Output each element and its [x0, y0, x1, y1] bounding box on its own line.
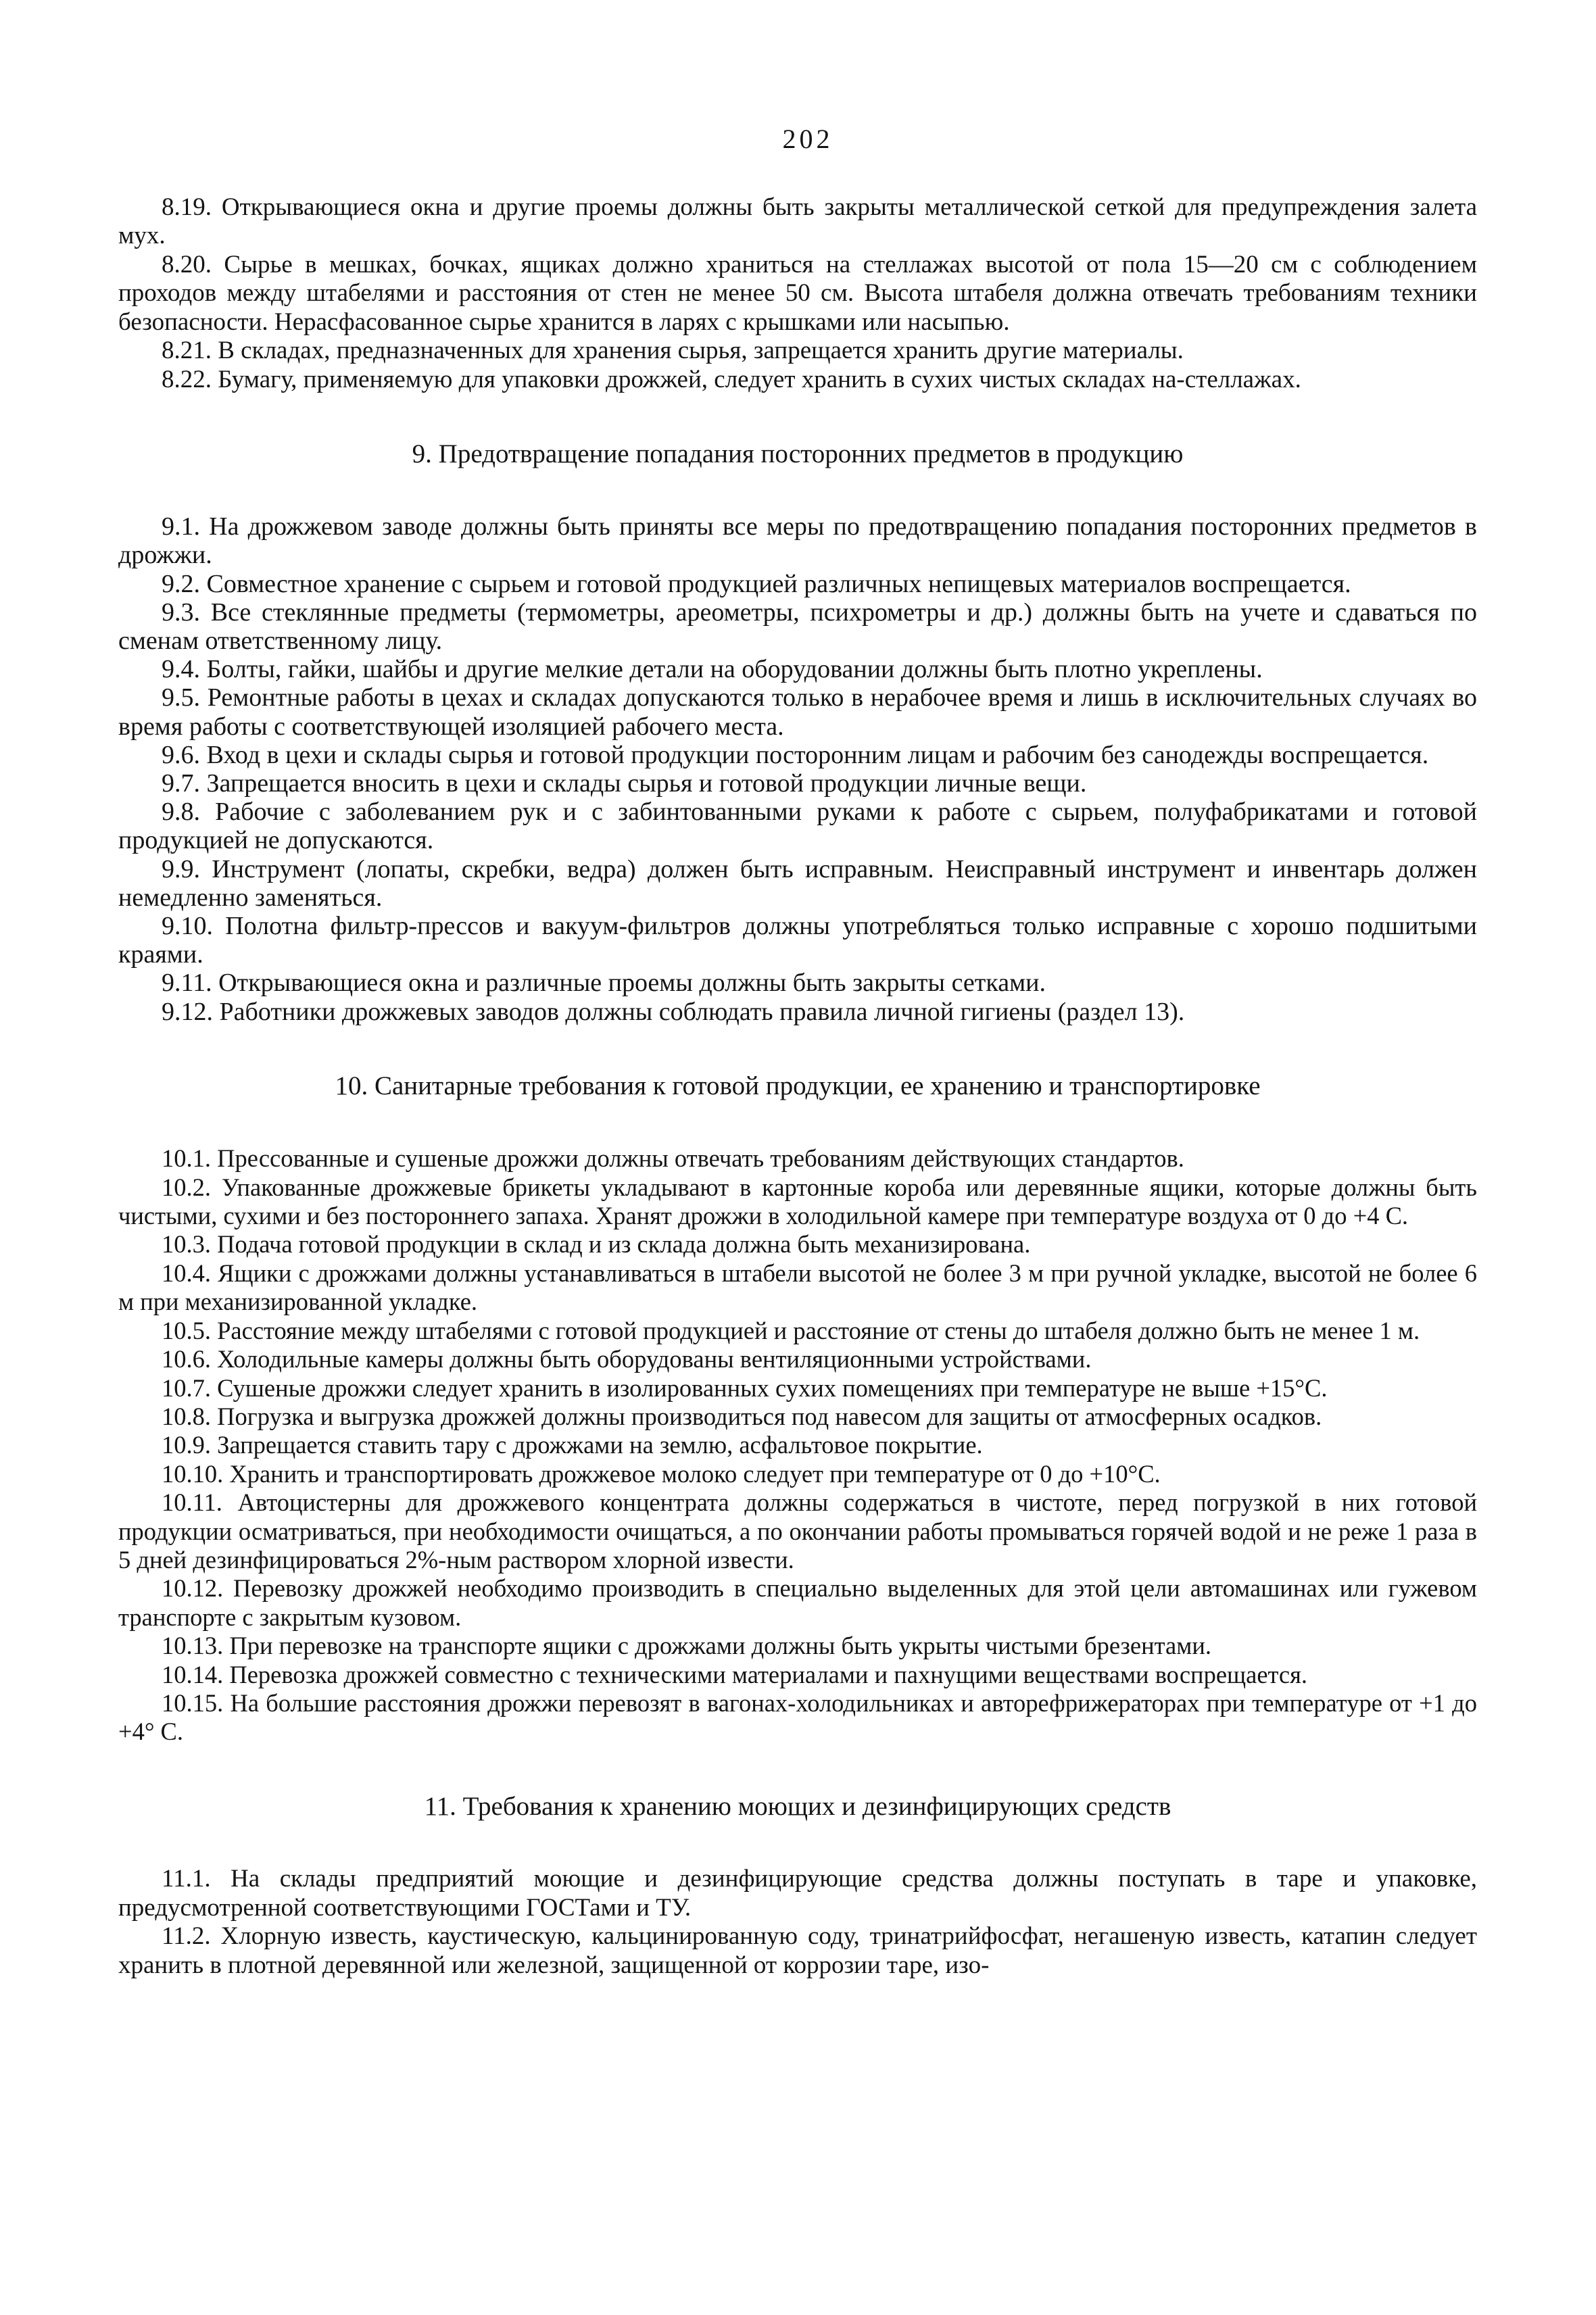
page-number: 202 [782, 124, 833, 154]
paragraph-10-10: 10.10. Хранить и транспортировать дрожжевое молоко следует при температуре от 0 до +10°С. [162, 1459, 1161, 1488]
paragraph-10-4: 10.4. Ящики с дрожжами должны устанавливаться в штабели высотой не более 3 м при ручной укладке, высотой не более 6 м при механизированной укладке. [118, 1259, 1477, 1316]
section-11-heading: 11. Требования к хранению моющих и дезинфицирующих средств [424, 1791, 1171, 1821]
paragraph-8-19: 8.19. Открывающиеся окна и другие проемы должны быть закрыты металлической сеткой для предупреждения залета мух. [118, 193, 1477, 249]
paragraph-10-13: 10.13. При перевозке на транспорте ящики с дрожжами должны быть укрыты чистыми брезентами. [162, 1632, 1212, 1660]
paragraph-9-8: 9.8. Рабочие с заболеванием рук и с забинтованными руками к работе с сырьем, полуфабрикатами и готовой продукцией не допускаются. [118, 798, 1477, 855]
section-11 [118, 1793, 1477, 1980]
paragraph-9-7: 9.7. Запрещается вносить в цехи и склады сырья и готовой продукции личные вещи. [162, 769, 1087, 798]
document-page [118, 125, 1477, 1980]
paragraph-10-1: 10.1. Прессованные и сушеные дрожжи должны отвечать требованиям действующих стандартов. [162, 1144, 1184, 1173]
paragraph-10-8: 10.8. Погрузка и выгрузка дрожжей должны производиться под навесом для защиты от атмосферных осадков. [162, 1402, 1322, 1430]
paragraph-10-14: 10.14. Перевозка дрожжей совместно с техническими материалами и пахнущими веществами воспрещается. [162, 1660, 1308, 1688]
paragraph-9-6: 9.6. Вход в цехи и склады сырья и готовой продукции посторонним лицам и рабочим без санодежды воспрещается. [162, 740, 1429, 769]
section-9-heading: 9. Предотвращение попадания посторонних предметов в продукцию [412, 439, 1184, 468]
paragraph-11-2: 11.2. Хлорную известь, каустическую, кальцинированную соду, тринатрийфосфат, негашеную известь, катапин следует хранить в плотной деревянной или железной, защищенной от коррозии таре, изо- [118, 1922, 1477, 1979]
paragraph-10-9: 10.9. Запрещается ставить тару с дрожжами на землю, асфальтовое покрытие. [162, 1431, 983, 1459]
paragraph-10-5: 10.5. Расстояние между штабелями с готовой продукцией и расстояние от стены до штабеля должно быть не менее 1 м. [162, 1316, 1420, 1344]
paragraph-10-15: 10.15. На большие расстояния дрожжи перевозят в вагонах-холодильниках и авторефрижераторах при температуре от +1 до +4° С. [118, 1688, 1477, 1746]
paragraph-9-11: 9.11. Открывающиеся окна и различные проемы должны быть закрыты сетками. [162, 969, 1046, 998]
paragraph-8-21: 8.21. В складах, предназначенных для хранения сырья, запрещается хранить другие материалы. [162, 337, 1184, 364]
section-9 [118, 440, 1477, 1026]
paragraph-11-1: 11.1. На склады предприятий моющие и дезинфицирующие средства должны поступать в таре и упаковке, предусмотренной соответствующими ГОСТами и ТУ. [118, 1865, 1477, 1922]
paragraph-9-9: 9.9. Инструмент (лопаты, скребки, ведра) должен быть исправным. Неисправный инструмент и инвентарь должен немедленно заменяться. [118, 854, 1477, 912]
paragraph-8-22: 8.22. Бумагу, применяемую для упаковки дрожжей, следует хранить в сухих чистых складах на-стеллажах. [162, 365, 1301, 393]
paragraph-10-11: 10.11. Автоцистерны для дрожжевого концентрата должны содержаться в чистоте, перед погрузкой в них готовой продукции осматриваться, при необходимости очищаться, а по окончании работы промываться горячей водой и не реже 1 раза в 5 дней дезинфицироваться 2%-ным раствором хлорной извести. [118, 1488, 1477, 1574]
paragraph-9-3: 9.3. Все стеклянные предметы (термометры, ареометры, психрометры и др.) должны быть на учете и сдаваться по сменам ответственному лицу. [118, 598, 1477, 656]
paragraph-9-5: 9.5. Ремонтные работы в цехах и складах допускаются только в нерабочее время и лишь в исключительных случаях во время работы с соответствующей изоляцией рабочего места. [118, 683, 1477, 741]
paragraph-9-1: 9.1. На дрожжевом заводе должны быть приняты все меры по предотвращению попадания посторонних предметов в дрожжи. [118, 512, 1477, 570]
paragraph-9-4: 9.4. Болты, гайки, шайбы и другие мелкие детали на оборудовании должны быть плотно укреплены. [162, 655, 1263, 684]
intro-section [118, 193, 1477, 395]
section-10 [118, 1072, 1477, 1747]
paragraph-10-6: 10.6. Холодильные камеры должны быть оборудованы вентиляционными устройствами. [162, 1345, 1092, 1373]
section-10-heading: 10. Санитарные требования к готовой продукции, ее хранению и транспортировке [335, 1071, 1261, 1100]
paragraph-10-7: 10.7. Сушеные дрожжи следует хранить в изолированных сухих помещениях при температуре не выше +15°С. [162, 1373, 1328, 1402]
paragraph-9-10: 9.10. Полотна фильтр-прессов и вакуум-фильтров должны употребляться только исправные с хорошо подшитыми краями. [118, 912, 1477, 969]
paragraph-10-12: 10.12. Перевозку дрожжей необходимо производить в специально выделенных для этой цели автомашинах или гужевом транспорте с закрытым кузовом. [118, 1574, 1477, 1631]
paragraph-9-2: 9.2. Совместное хранение с сырьем и готовой продукцией различных непищевых материалов воспрещается. [162, 569, 1351, 598]
paragraph-10-2: 10.2. Упакованные дрожжевые брикеты укладывают в картонные короба или деревянные ящики, которые должны быть чистыми, сухими и без постороннего запаха. Хранят дрожжи в холодильной камере при температуре воздуха от 0 до +4 С. [118, 1173, 1477, 1230]
paragraph-10-3: 10.3. Подача готовой продукции в склад и из склада должна быть механизирована. [162, 1230, 1031, 1259]
paragraph-8-20: 8.20. Сырье в мешках, бочках, ящиках должно храниться на стеллажах высотой от пола 15—20 см с соблюдением проходов между штабелями и расстояния от стен не менее 50 см. Высота штабеля должна отвечать требованиям техники безопасности. Нерасфасованное сырье хранится в ларях с крышками или насыпью. [118, 250, 1477, 336]
paragraph-9-12: 9.12. Работники дрожжевых заводов должны соблюдать правила личной гигиены (раздел 13). [162, 997, 1185, 1026]
